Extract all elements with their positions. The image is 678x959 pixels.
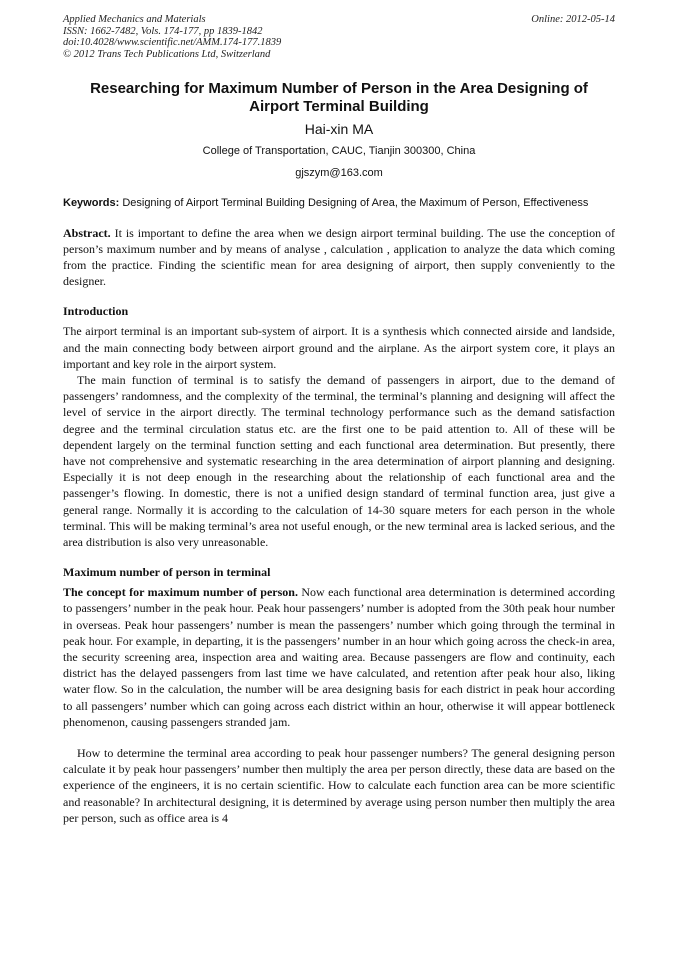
copyright-line: © 2012 Trans Tech Publications Ltd, Switzerland bbox=[63, 48, 271, 60]
issn-line: ISSN: 1662-7482, Vols. 174-177, pp 1839-1842 bbox=[63, 25, 263, 37]
abstract-text: It is important to define the area when we design airport terminal building. The use the conception of person’s maximum number and by means of analyse , calculation , application to analyze the data which coming from the practice. Finding the scientific mean for area designing of airport, then supply conveniently to the designer. bbox=[63, 225, 616, 289]
keywords-block bbox=[63, 196, 615, 211]
keywords-text: Designing of Airport Terminal Building Designing of Area, the Maximum of Person, Effectiveness bbox=[122, 197, 589, 209]
doi-line: doi:10.4028/www.scientific.net/AMM.174-177.1839 bbox=[63, 37, 282, 48]
introduction-body bbox=[63, 323, 615, 550]
concept-label: The concept for maximum number of person. bbox=[63, 585, 298, 600]
paper-page bbox=[63, 14, 615, 826]
author-name: Hai-xin MA bbox=[304, 121, 374, 137]
section-heading-introduction: Introduction bbox=[63, 304, 129, 319]
concept-paragraph bbox=[63, 584, 615, 730]
maximum-body bbox=[63, 584, 615, 826]
abstract-block bbox=[63, 225, 615, 290]
journal-name: Applied Mechanics and Materials bbox=[63, 14, 206, 25]
introduction-paragraph-2: The main function of terminal is to satisfy the demand of passengers in airport, due to the demand of passengers’ randomness, and the complexity of the terminal, the terminal’s planning and designing will affect the level of service in the airport directly. The terminal technology performance such as the demand satisfaction degree and the terminal circulation status etc. are the first one to be paid attention to. All of these will be dependent largely on the terminal function setting and each functional area determination. But presently, there have not comprehensive and systematic researching in the area determination of airport planning and designing. Especially it is not deep enough in the researching about the relationship of each functional area and the passenger’s flowing. In domestic, there is not a unified design standard of terminal function area, just give a general range. Normally it is according to the calculation of 14-30 square meters for each person in the whole terminal. This will be making terminal’s area not useful enough, or the new terminal area is lacked serious, and the area distribution is also very unreasonable. bbox=[63, 372, 615, 549]
concept-text: Now each functional area determination is determined according to passengers’ number in the peak hour. Peak hour passengers’ number is adopted from the 30th peak hour number in overseas. Peak hour passengers’ number is mean the passengers’ number which going through the terminal in peak hour. For example, in departing, it is the passengers’ number in an hour which going across the check-in area, the security screening area, inspection area and waiting area. Because passengers are flow and continuity, each district has the delayed passengers from last time we have calculated, and retention after peak hour also, liking water flow. So in the calculation, the number will be area designing basis for each district in peak hour according to all passengers’ number which can going across each district within an hour, otherwise it will appear bottleneck phenomenon, causing passengers stranded jam. bbox=[63, 585, 616, 729]
terminal-area-paragraph: How to determine the terminal area according to peak hour passenger numbers? The general designing person calculate it by peak hour passengers’ number then multiply the area per person directly, these data are based on the experience of the engineers, it is no certain scientific. How to calculate each function area can be more scientific and reasonable? In architectural designing, it is determined by average using person number then multiply the area per person, such as office area is 4 bbox=[63, 745, 615, 825]
section-heading-maximum-number: Maximum number of person in terminal bbox=[63, 565, 271, 580]
introduction-paragraph-1: The airport terminal is an important sub-system of airport. It is a synthesis which connected airside and landside, and the main connecting body between airport ground and the airplane. As the airport system core, it plays an important and key role in the airport system. bbox=[63, 324, 615, 371]
paper-title: Researching for Maximum Number of Person in the Area Designing of Airport Terminal Building bbox=[90, 80, 588, 115]
keywords-label: Keywords: bbox=[63, 197, 120, 209]
author-affiliation: College of Transportation, CAUC, Tianjin 300300, China bbox=[202, 145, 476, 157]
online-date: Online: 2012-05-14 bbox=[531, 14, 615, 25]
journal-header bbox=[63, 14, 615, 60]
abstract-label: Abstract. bbox=[63, 225, 111, 240]
author-email: gjszym@163.com bbox=[295, 167, 383, 179]
